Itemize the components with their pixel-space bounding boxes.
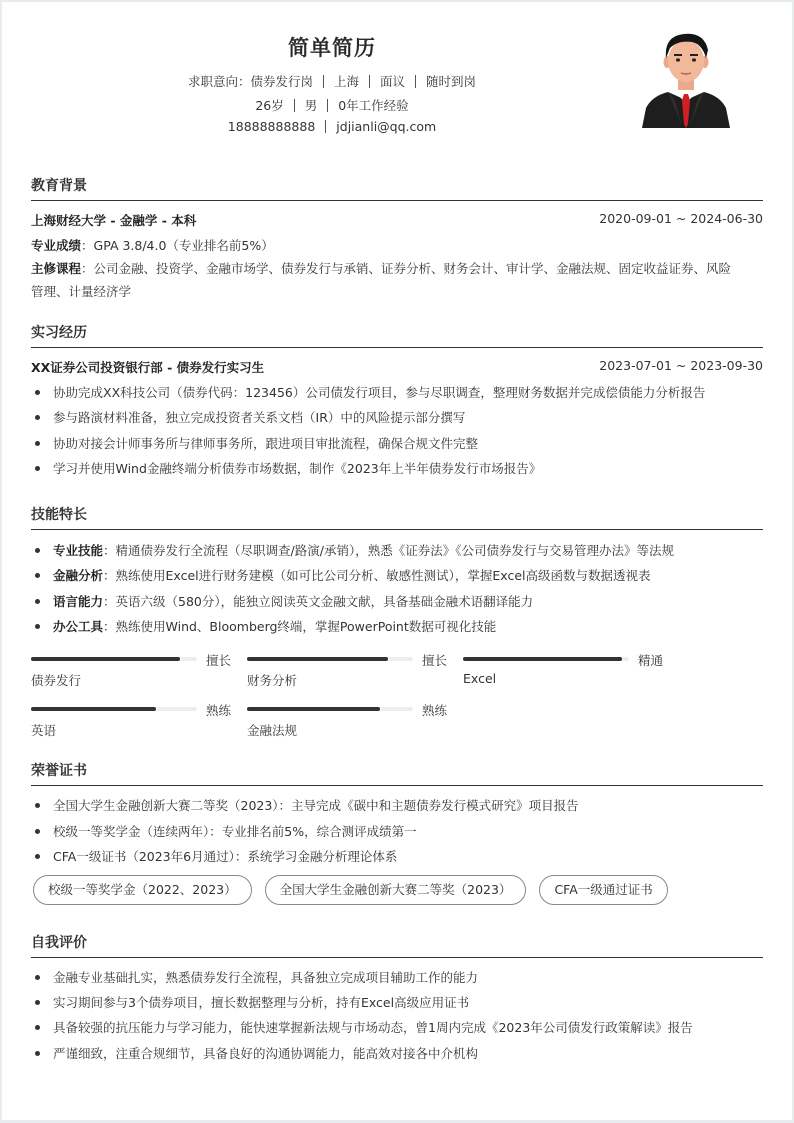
skill-label: 办公工具 — [53, 619, 104, 634]
resume-page — [2, 2, 792, 1120]
list-item: 协助对接会计师事务所与律师事务所，跟进项目审批流程，确保合规文件完整 — [31, 434, 763, 452]
skill-bar-track — [31, 707, 197, 711]
courses-label: 主修课程 — [31, 261, 82, 276]
job-intent: 求职意向：债券发行岗 — [187, 74, 313, 89]
phone: 18888888888 — [227, 119, 316, 134]
skill-level: 熟练 — [205, 703, 231, 718]
honor-tag: 校级一等奖学金（2022、2023） — [33, 875, 252, 905]
skill-name: Excel — [463, 671, 497, 686]
list-item: 参与路演材料准备，独立完成投资者关系文档（IR）中的风险提示部分撰写 — [31, 408, 763, 426]
list-item — [31, 566, 763, 584]
skill-bar-track — [247, 657, 413, 661]
job-location: 上海 — [333, 74, 359, 89]
list-item: 全国大学生金融创新大赛二等奖（2023）：主导完成《碳中和主题债券发行模式研究》项目报告 — [31, 796, 763, 814]
internship-role-row — [31, 358, 763, 376]
skill-bar-fill — [247, 707, 380, 711]
skill-bar-fill — [31, 707, 156, 711]
skill-level: 擅长 — [205, 653, 231, 668]
list-item — [31, 592, 763, 610]
list-item: 严谨细致，注重合规细节，具备良好的沟通协调能力，能高效对接各中介机构 — [31, 1044, 763, 1062]
skill-name: 金融法规 — [247, 723, 298, 738]
section-title-education: 教育背景 — [31, 175, 763, 201]
skill-bar-excel — [463, 651, 663, 691]
divider — [294, 99, 295, 112]
age: 26岁 — [255, 98, 284, 113]
job-salary: 面议 — [380, 74, 406, 89]
list-item: 实习期间参与3个债券项目，擅长数据整理与分析，持有Excel高级应用证书 — [31, 993, 763, 1011]
divider — [325, 120, 326, 133]
list-item: 校级一等奖学金（连续两年）：专业排名前5%，综合测评成绩第一 — [31, 822, 763, 840]
skill-level: 熟练 — [421, 703, 447, 718]
skill-text: ：熟练使用Excel进行财务建模（如可比公司分析、敏感性测试），掌握Excel高级函数与数据透视表 — [103, 568, 651, 583]
list-item: 金融专业基础扎实，熟悉债券发行全流程，具备独立完成项目辅助工作的能力 — [31, 968, 763, 986]
skill-bar-fill — [31, 657, 180, 661]
page-title: 简单简历 — [288, 36, 376, 60]
job-availability: 随时到岗 — [426, 74, 477, 89]
skill-bar-track — [247, 707, 413, 711]
skill-text: ：精通债券发行全流程（尽职调查/路演/承销），熟悉《证券法》《公司债券发行与交易管理办法》等法规 — [103, 543, 674, 558]
person-portrait-icon — [638, 26, 734, 128]
courses-value: ：公司金融、投资学、金融市场学、债券发行与承销、证券分析、财务会计、审计学、金融法规、固定收益证券、风险 — [81, 261, 732, 276]
school-degree: 上海财经大学 - 金融学 - 本科 — [31, 213, 197, 228]
list-item: 协助完成XX科技公司（债券代码：123456）公司债发行项目，参与尽职调查，整理财务数据并完成偿债能力分析报告 — [31, 383, 763, 401]
company-role: XX证券公司投资银行部 - 债券发行实习生 — [31, 360, 265, 375]
internship-date: 2023-07-01 ~ 2023-09-30 — [599, 358, 763, 373]
resume-header — [2, 2, 792, 152]
section-title-internship: 实习经历 — [31, 322, 763, 348]
skill-text: ：熟练使用Wind、Bloomberg终端，掌握PowerPoint数据可视化技能 — [103, 619, 497, 634]
skill-bar-track — [31, 657, 197, 661]
skill-text: ：英语六级（580分），能独立阅读英文金融文献，具备基础金融术语翻译能力 — [103, 594, 534, 609]
skill-bar-fill — [463, 657, 622, 661]
skill-level: 精通 — [637, 653, 663, 668]
courses-value-cont: 管理、计量经济学 — [31, 284, 132, 299]
skill-bar-bond-issuance — [31, 651, 231, 691]
skill-bar-financial-analysis — [247, 651, 447, 691]
education-courses-row — [31, 259, 763, 277]
experience-years: 0年工作经验 — [338, 98, 409, 113]
skill-label: 语言能力 — [53, 594, 104, 609]
divider — [327, 99, 328, 112]
skill-bar-financial-law — [247, 701, 447, 741]
list-item: CFA一级证书（2023年6月通过）：系统学习金融分析理论体系 — [31, 847, 763, 865]
skill-name: 英语 — [31, 723, 57, 738]
education-date: 2020-09-01 ~ 2024-06-30 — [599, 211, 763, 226]
section-title-honors: 荣誉证书 — [31, 760, 763, 786]
section-title-skills: 技能特长 — [31, 504, 763, 530]
skill-bar-english — [31, 701, 231, 741]
divider — [369, 75, 370, 88]
avatar — [638, 26, 734, 128]
skill-bar-fill — [247, 657, 388, 661]
education-gpa-row — [31, 236, 763, 254]
education-courses-row-cont — [31, 282, 763, 300]
honor-tag: CFA一级通过证书 — [539, 875, 667, 905]
divider — [415, 75, 416, 88]
email: jdjianli@qq.com — [336, 119, 437, 134]
contact-line — [2, 119, 662, 134]
skill-bar-track — [463, 657, 629, 661]
list-item: 学习并使用Wind金融终端分析债券市场数据，制作《2023年上半年债券发行市场报告》 — [31, 459, 763, 477]
honor-tag: 全国大学生金融创新大赛二等奖（2023） — [265, 875, 527, 905]
education-school-row — [31, 211, 763, 229]
skill-label: 专业技能 — [53, 543, 104, 558]
gpa-label: 专业成绩 — [31, 238, 82, 253]
list-item — [31, 541, 763, 559]
personal-info-line — [2, 96, 662, 114]
list-item — [31, 617, 763, 635]
skill-name: 财务分析 — [247, 673, 298, 688]
divider — [323, 75, 324, 88]
skill-level: 擅长 — [421, 653, 447, 668]
honor-tags — [33, 875, 681, 905]
gpa-value: ：GPA 3.8/4.0（专业排名前5%） — [81, 238, 274, 253]
job-intent-line — [2, 72, 662, 90]
skill-name: 债券发行 — [31, 673, 82, 688]
section-title-self-evaluation: 自我评价 — [31, 932, 763, 958]
skill-label: 金融分析 — [53, 568, 104, 583]
list-item: 具备较强的抗压能力与学习能力，能快速掌握新法规与市场动态，曾1周内完成《2023年公司债发行政策解读》报告 — [31, 1018, 763, 1036]
gender: 男 — [304, 98, 318, 113]
